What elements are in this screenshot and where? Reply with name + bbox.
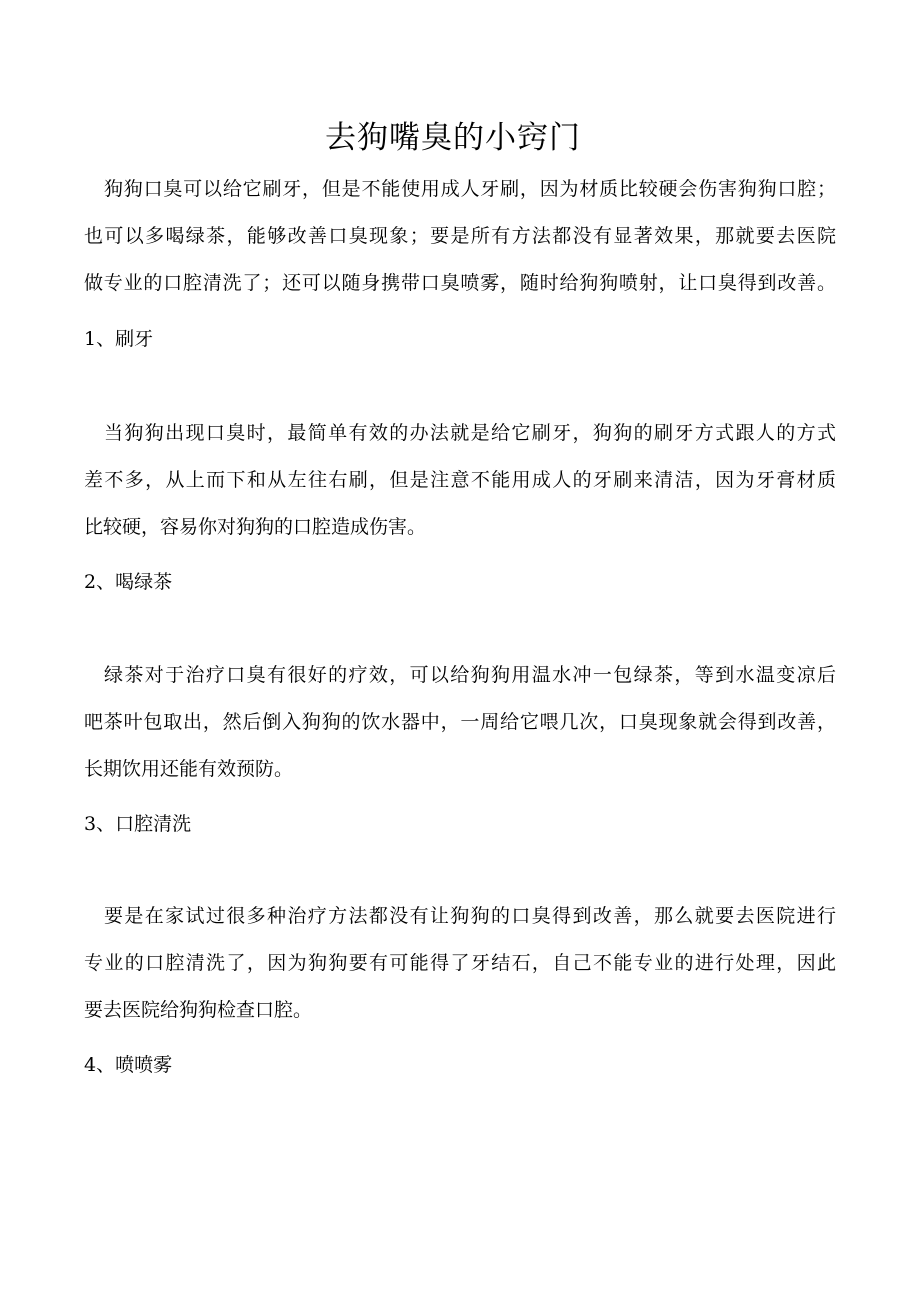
paragraph-line: 专业的口腔清洗了，因为狗狗要有可能得了牙结石，自己不能专业的进行处理，因此 — [84, 952, 836, 974]
intro-line: 也可以多喝绿茶，能够改善口臭现象；要是所有方法都没有显著效果，那就要去医院 — [84, 225, 836, 247]
paragraph-line: 绿茶对于治疗口臭有很好的疗效，可以给狗狗用温水冲一包绿茶，等到水温变凉后 — [104, 664, 836, 686]
section-heading-spray: 4、喷喷雾 — [84, 1054, 173, 1076]
paragraph-line: 要去医院给狗狗检查口腔。 — [84, 999, 313, 1021]
paragraph-line: 当狗狗出现口臭时，最简单有效的办法就是给它刷牙，狗狗的刷牙方式跟人的方式 — [104, 422, 836, 444]
paragraph-line: 差不多，从上而下和从左往右刷，但是注意不能用成人的牙刷来清洁，因为牙膏材质 — [84, 469, 836, 491]
paragraph-line: 比较硬，容易你对狗狗的口腔造成伤害。 — [84, 516, 427, 538]
document-title: 去狗嘴臭的小窍门 — [325, 120, 581, 156]
section-heading-oral-cleaning: 3、口腔清洗 — [84, 813, 192, 835]
section-paragraph-oral-cleaning — [84, 893, 836, 1034]
section-paragraph-brushing — [84, 410, 836, 551]
paragraph-line: 长期饮用还能有效预防。 — [84, 758, 294, 780]
section-heading-brushing: 1、刷牙 — [84, 328, 154, 350]
section-heading-green-tea: 2、喝绿茶 — [84, 571, 173, 593]
paragraph-line: 要是在家试过很多种治疗方法都没有让狗狗的口臭得到改善，那么就要去医院进行 — [104, 905, 836, 927]
intro-line: 做专业的口腔清洗了；还可以随身携带口臭喷雾，随时给狗狗喷射，让口臭得到改善。 — [84, 272, 836, 294]
paragraph-line: 吧茶叶包取出，然后倒入狗狗的饮水器中，一周给它喂几次，口臭现象就会得到改善， — [84, 711, 836, 733]
intro-line: 狗狗口臭可以给它刷牙，但是不能使用成人牙刷，因为材质比较硬会伤害狗狗口腔； — [104, 178, 836, 200]
section-paragraph-green-tea — [84, 652, 836, 793]
intro-paragraph — [84, 166, 836, 307]
